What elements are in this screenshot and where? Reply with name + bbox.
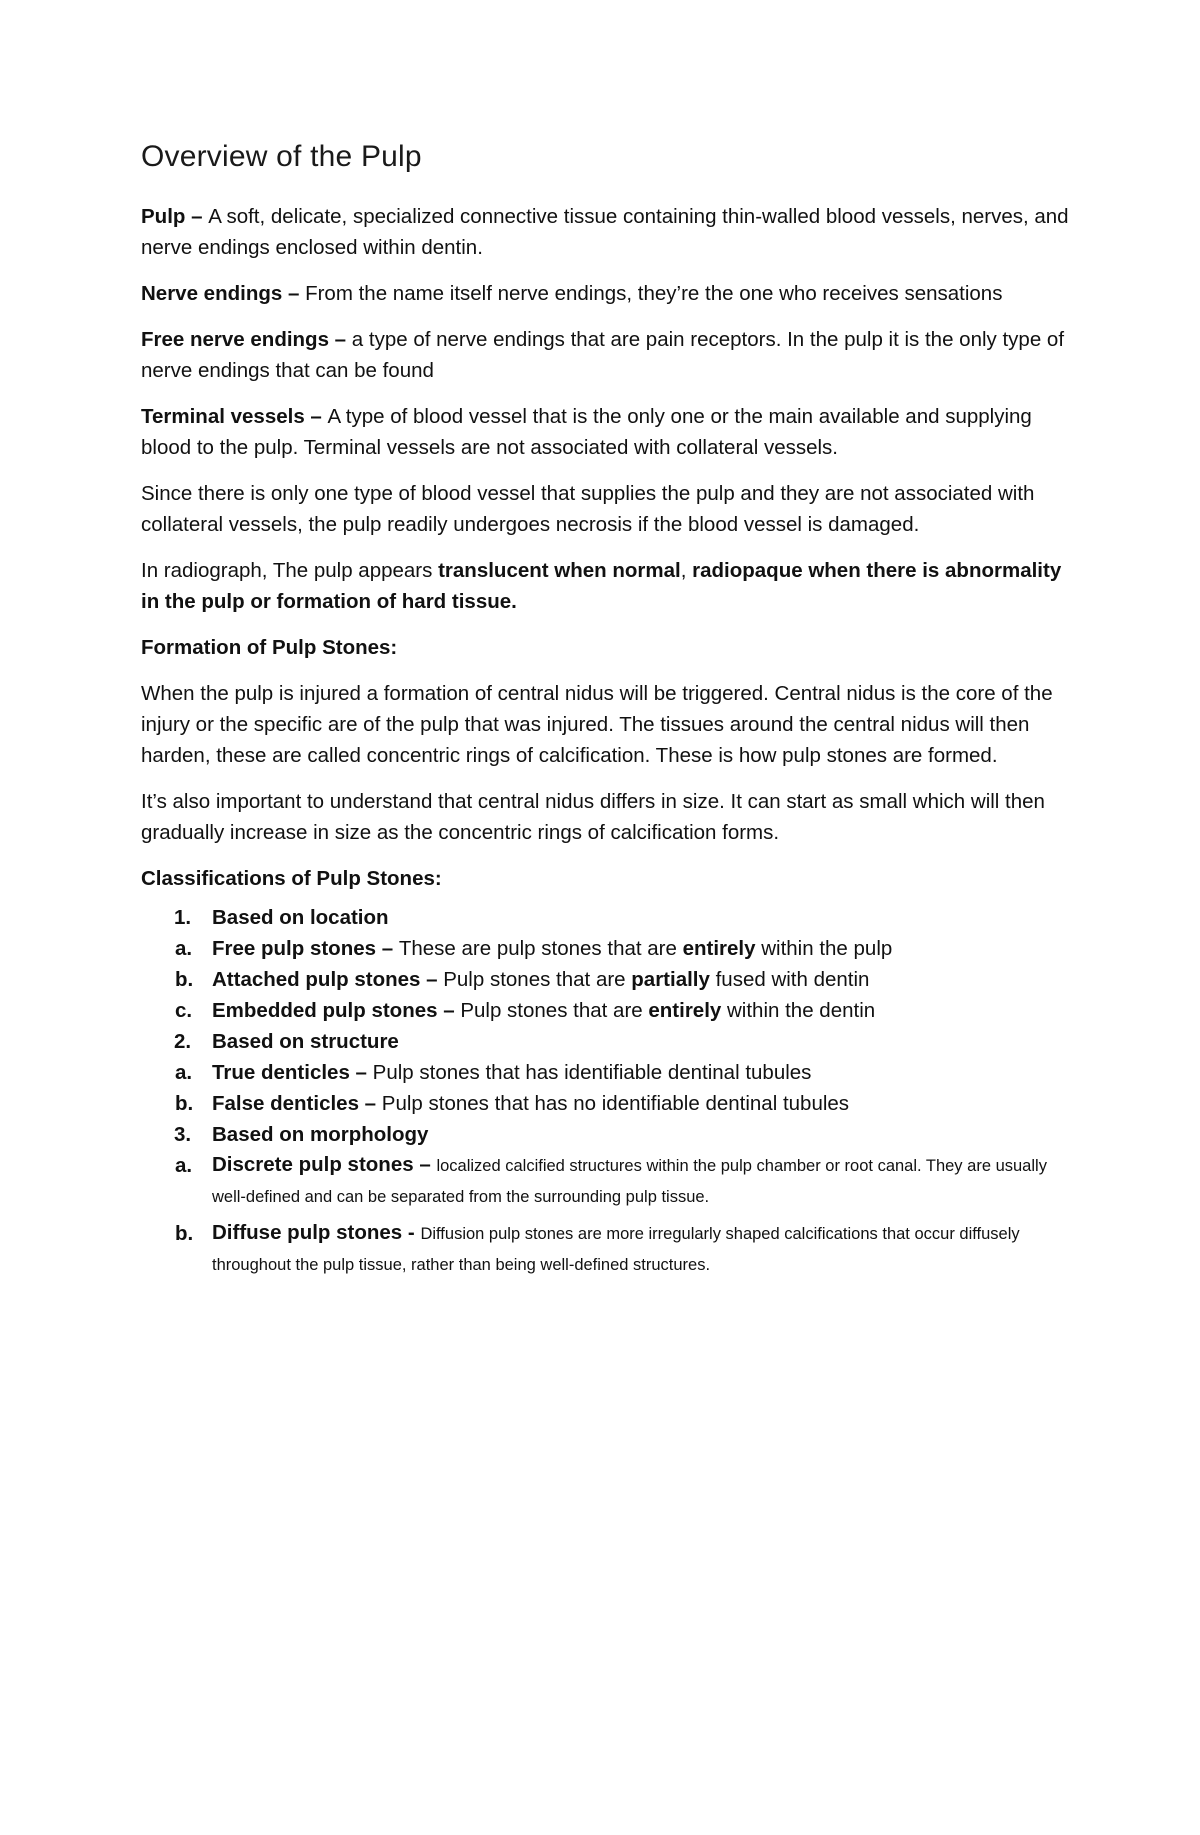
- item-term: Diffuse pulp stones: [212, 1221, 403, 1244]
- list-item-text: [212, 1088, 1071, 1119]
- list-letter: a.: [175, 1154, 193, 1177]
- item-term: Discrete pulp stones: [212, 1153, 414, 1176]
- item-text-pre: Pulp stones that has no identifiable dentinal tubules: [381, 1092, 850, 1115]
- radiograph-text-1: In radiograph, The pulp appears: [141, 559, 439, 582]
- document-content: [141, 140, 1071, 1280]
- item-text-pre: Pulp stones that has identifiable dentinal tubules: [372, 1061, 812, 1084]
- page-title: Overview of the Pulp: [141, 140, 422, 173]
- list-number: 2.: [174, 1030, 192, 1053]
- list-item: [175, 933, 1071, 964]
- definition-text: a type of nerve endings that are pain receptors. In the pulp it is the only type of nerve endings that can be found: [141, 328, 1065, 382]
- item-text-pre: Pulp stones that are: [460, 999, 649, 1022]
- paragraph-central-nidus: It’s also important to understand that central nidus differs in size. It can start as small which will then gradually increase in size as the concentric rings of calcification forms.: [141, 790, 1045, 844]
- item-separator: -: [402, 1221, 421, 1244]
- item-text-pre: Pulp stones that are: [443, 968, 632, 991]
- item-term: True denticles: [212, 1061, 350, 1084]
- paragraph-blood-supply: Since there is only one type of blood vessel that supplies the pulp and they are not associated with collateral vessels, the pulp readily undergoes necrosis if the blood vessel is damaged.: [141, 482, 1035, 536]
- formation-heading: Formation of Pulp Stones:: [141, 636, 398, 659]
- definition-term: Nerve endings: [141, 282, 283, 305]
- item-text-pre: These are pulp stones that are: [398, 937, 683, 960]
- item-separator: –: [376, 937, 399, 960]
- list-letter: a.: [175, 937, 193, 960]
- sub-list: [175, 933, 1071, 1026]
- classifications-heading: Classifications of Pulp Stones:: [141, 867, 442, 890]
- item-text-post: within the pulp: [755, 937, 893, 960]
- list-item: [175, 964, 1071, 995]
- item-term: False denticles: [212, 1092, 359, 1115]
- item-term: Embedded pulp stones: [212, 999, 438, 1022]
- list-item: [175, 1150, 1071, 1212]
- classification-item-structure: [141, 1026, 1071, 1119]
- classification-label: Based on structure: [212, 1030, 399, 1053]
- list-letter: b.: [175, 1092, 194, 1115]
- list-letter: c.: [175, 999, 193, 1022]
- definition-text: From the name itself nerve endings, they’re the one who receives sensations: [305, 282, 1003, 305]
- list-letter: a.: [175, 1061, 193, 1084]
- item-term: Attached pulp stones: [212, 968, 421, 991]
- list-item-text: [212, 1218, 1071, 1280]
- classification-label: Based on morphology: [212, 1123, 429, 1146]
- definition-text: A type of blood vessel that is the only one or the main available and supplying blood to the pulp. Terminal vessels are not associated with collateral vessels.: [141, 405, 1032, 459]
- item-text-post: within the dentin: [721, 999, 876, 1022]
- radiograph-text-2: ,: [680, 559, 693, 582]
- item-text-small: Diffusion pulp stones are more irregularly shaped calcifications that occur diffusely throughout the pulp tissue, rather than being well-defined structures.: [212, 1225, 1020, 1274]
- definition-separator: –: [185, 205, 209, 228]
- definition-nerve-endings: [141, 278, 1071, 309]
- list-item-text: [212, 1057, 1071, 1088]
- classification-item-morphology: [141, 1119, 1071, 1280]
- definition-term: Free nerve endings: [141, 328, 329, 351]
- item-separator: –: [358, 1092, 382, 1115]
- definition-term: Terminal vessels: [141, 405, 305, 428]
- radiograph-bold-1: translucent when normal: [438, 559, 681, 582]
- paragraph-formation: When the pulp is injured a formation of central nidus will be triggered. Central nidus is the core of the injury or the specific are of the pulp that was injured. The tissues around the central nidus will then harden, these are called concentric rings of calcification. These is how pulp stones are formed.: [141, 682, 1053, 767]
- list-item-text: [212, 964, 1071, 995]
- definition-term: Pulp: [141, 205, 186, 228]
- paragraph-radiograph: [141, 555, 1071, 617]
- definition-terminal-vessels: [141, 401, 1071, 463]
- definition-separator: –: [328, 328, 352, 351]
- item-separator: –: [437, 999, 461, 1022]
- list-item-text: [212, 933, 1071, 964]
- item-separator: –: [420, 968, 444, 991]
- item-term: Free pulp stones: [212, 937, 377, 960]
- list-item: [175, 995, 1071, 1026]
- list-number: 3.: [174, 1123, 192, 1146]
- classification-label: Based on location: [212, 906, 389, 929]
- definition-pulp: [141, 201, 1071, 263]
- classification-list: [141, 902, 1071, 1280]
- classification-item-location: [141, 902, 1071, 1026]
- item-emphasis: entirely: [648, 999, 722, 1022]
- list-item: [175, 1088, 1071, 1119]
- list-item-text: [212, 1150, 1071, 1212]
- definition-free-nerve-endings: [141, 324, 1071, 386]
- list-letter: b.: [175, 968, 194, 991]
- item-emphasis: partially: [631, 968, 710, 991]
- list-letter: b.: [175, 1222, 194, 1245]
- list-item: [175, 1218, 1071, 1280]
- definition-separator: –: [304, 405, 328, 428]
- sub-list: [175, 1150, 1071, 1280]
- definition-text: A soft, delicate, specialized connective tissue containing thin-walled blood vessels, nerves, and nerve endings enclosed within dentin.: [141, 205, 1069, 259]
- definition-separator: –: [282, 282, 306, 305]
- item-text-small: localized calcified structures within the pulp chamber or root canal. They are usually well-defined and can be separated from the surrounding pulp tissue.: [212, 1157, 1047, 1206]
- list-number: 1.: [174, 906, 192, 929]
- list-item: [175, 1057, 1071, 1088]
- item-text-post: fused with dentin: [709, 968, 870, 991]
- item-separator: –: [413, 1153, 437, 1176]
- sub-list: [175, 1057, 1071, 1119]
- radiograph-bold-2: radiopaque when there is abnormality in the pulp or formation of hard tissue.: [141, 559, 1062, 613]
- list-item-text: [212, 995, 1071, 1026]
- item-emphasis: entirely: [682, 937, 756, 960]
- item-separator: –: [349, 1061, 373, 1084]
